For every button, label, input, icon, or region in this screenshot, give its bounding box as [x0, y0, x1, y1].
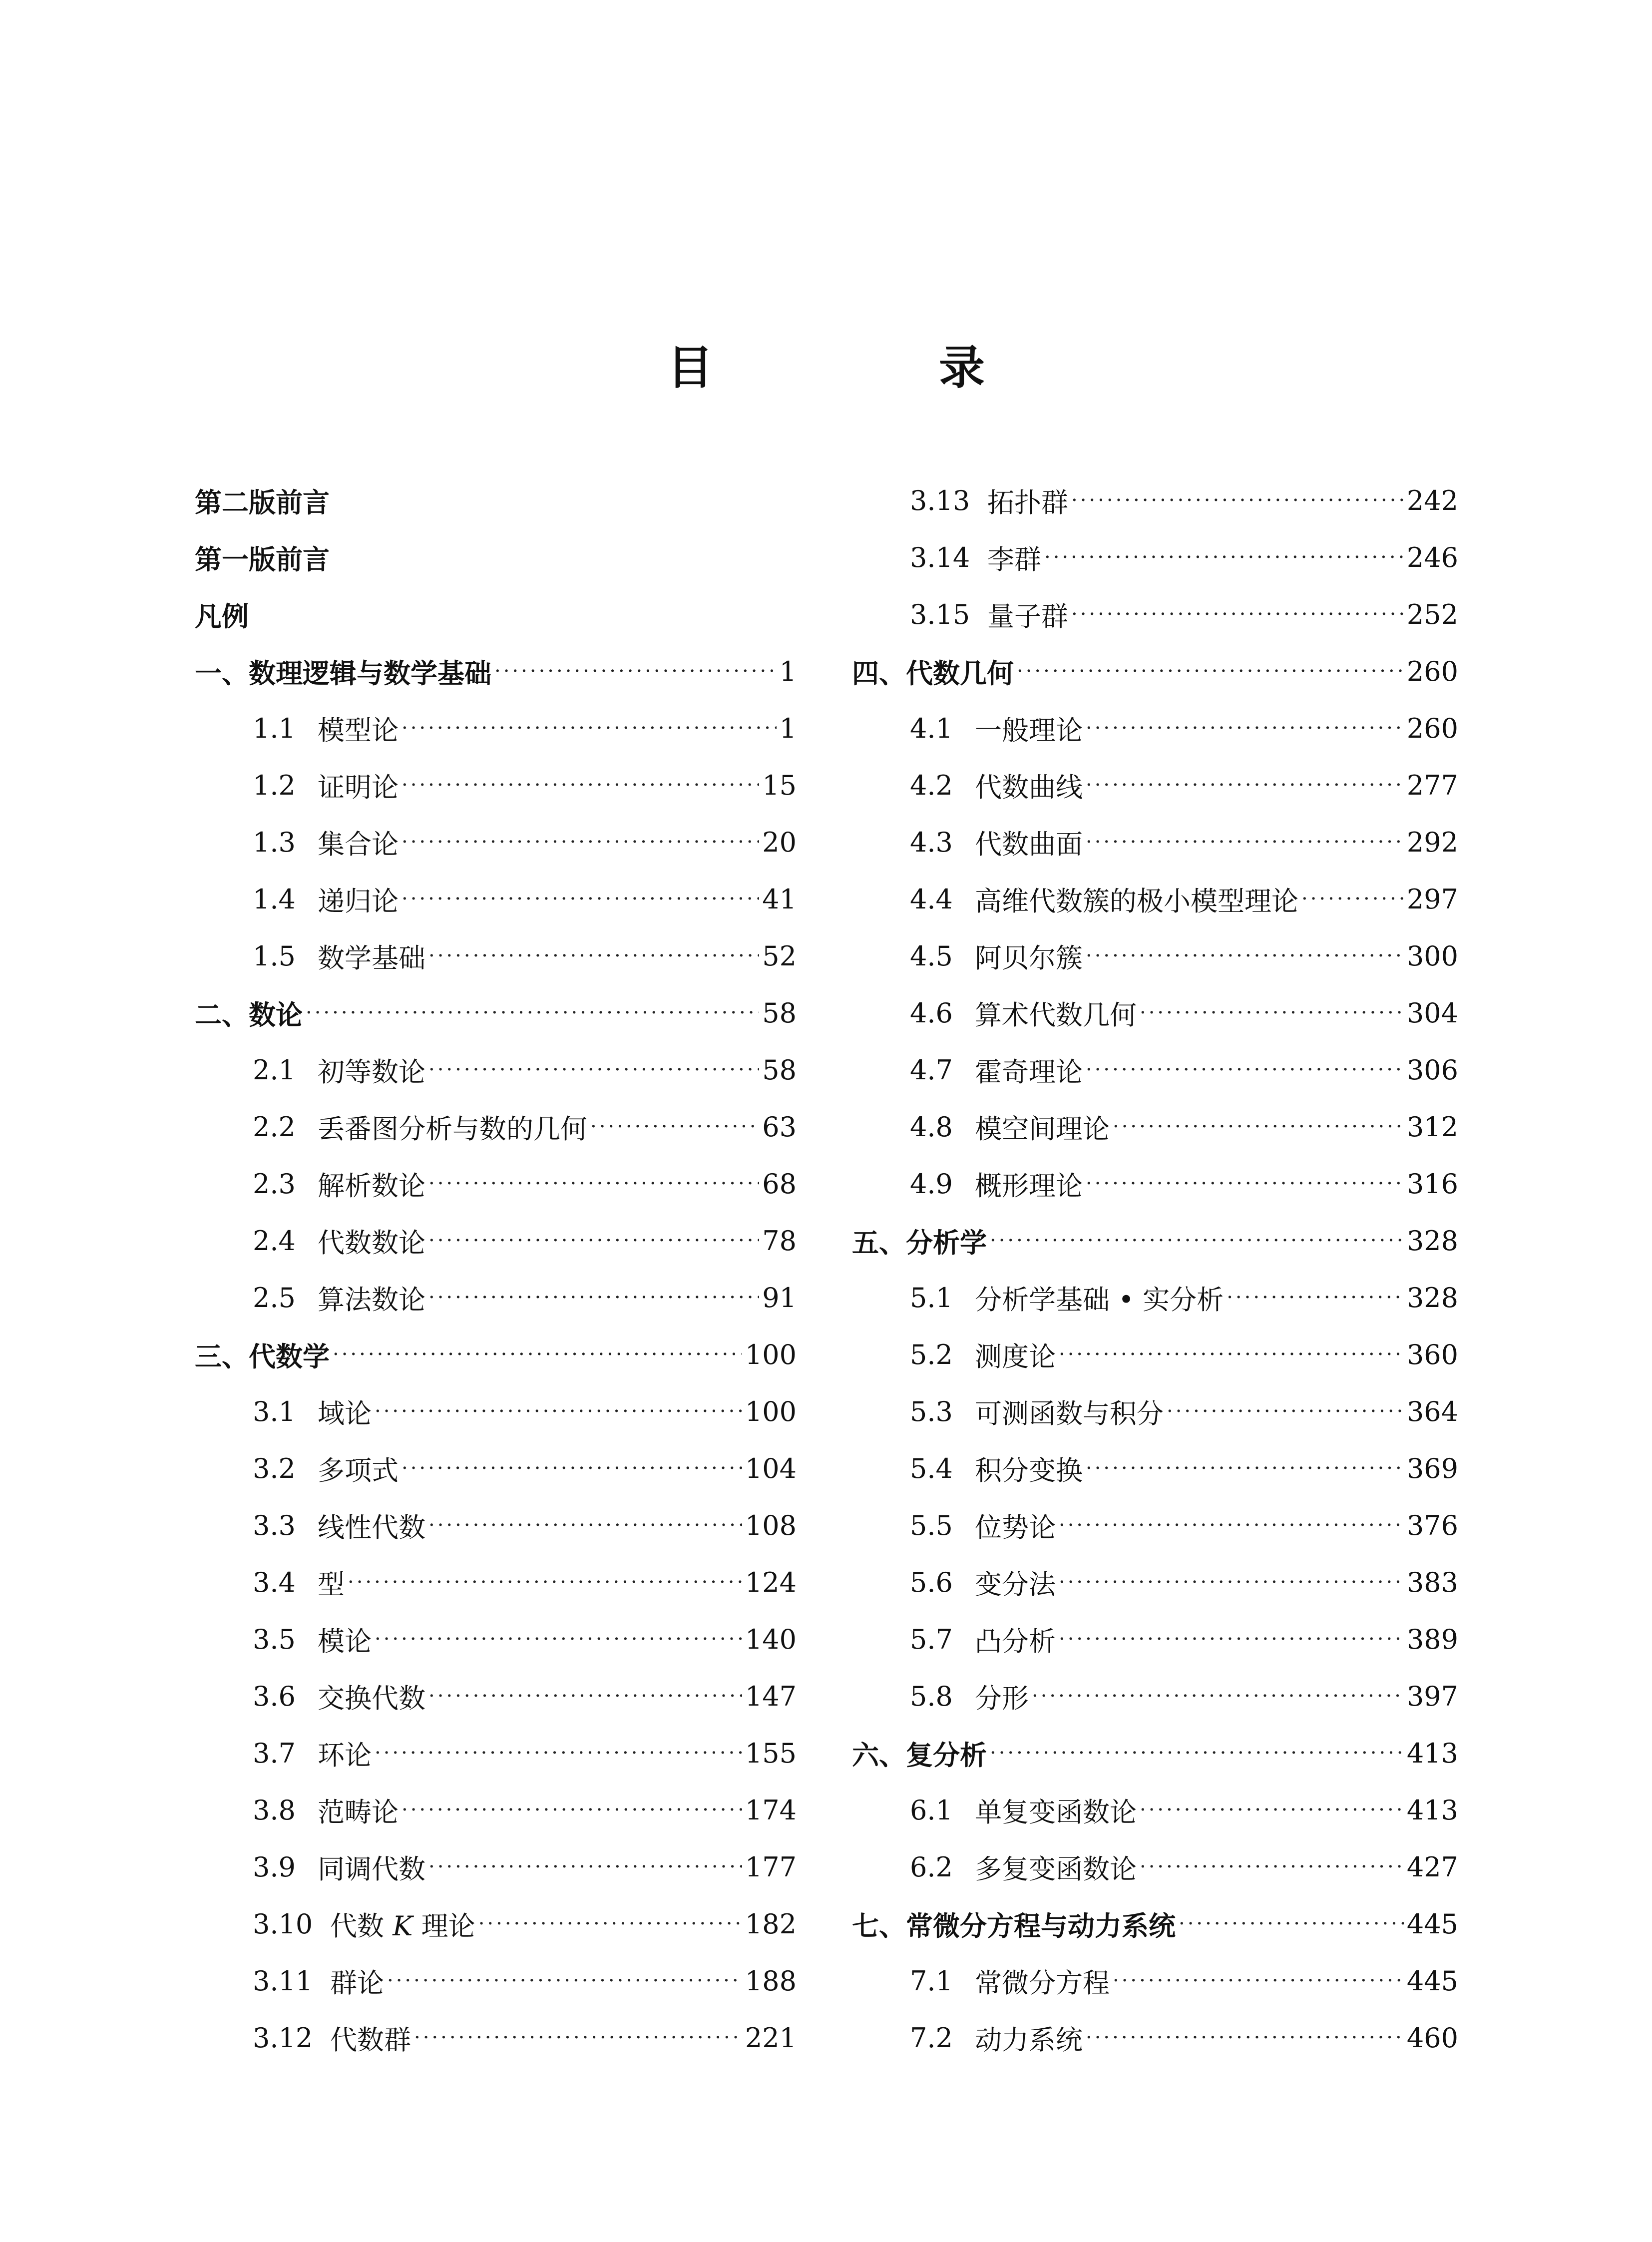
entry-title: 常微分方程 — [975, 1967, 1110, 1999]
dot-leader — [428, 1172, 759, 1195]
toc-section-entry[interactable] — [852, 1782, 1458, 1838]
toc-section-entry[interactable] — [195, 1725, 797, 1782]
page-number: 182 — [745, 1908, 797, 1940]
dot-leader — [1140, 1798, 1404, 1821]
section-number: 5.1 — [910, 1282, 953, 1314]
entry-title: 证明论 — [318, 771, 399, 803]
page-number: 58 — [762, 1054, 797, 1086]
entry-title: 第一版前言 — [195, 543, 330, 575]
toc-section-entry[interactable] — [852, 927, 1458, 984]
dot-leader — [494, 660, 777, 683]
dot-leader — [1059, 1628, 1404, 1651]
page-number: 389 — [1406, 1623, 1458, 1655]
section-number: 3.15 — [910, 598, 970, 630]
toc-chapter-entry[interactable] — [852, 643, 1458, 700]
section-number: 3.4 — [253, 1566, 296, 1598]
entry-title: 域论 — [318, 1397, 372, 1429]
page-number: 328 — [1406, 1225, 1458, 1257]
page-number: 306 — [1406, 1054, 1458, 1086]
section-number: 6.2 — [910, 1851, 953, 1883]
entry-title: 可测函数与积分 — [975, 1397, 1164, 1429]
page-title: 目 录 — [667, 341, 1075, 395]
dot-leader — [1140, 1855, 1404, 1878]
entry-title: 五、分析学 — [852, 1226, 987, 1259]
dot-leader — [306, 1001, 759, 1024]
dot-leader — [402, 831, 759, 854]
dot-leader — [414, 2026, 742, 2049]
toc-section-entry[interactable] — [195, 871, 797, 927]
entry-title: 分形 — [975, 1682, 1029, 1714]
toc-section-entry[interactable] — [195, 814, 797, 871]
page-number: 140 — [745, 1623, 797, 1655]
entry-title: 丢番图分析与数的几何 — [318, 1113, 587, 1145]
dot-leader — [1086, 1058, 1404, 1081]
entry-title: 七、常微分方程与动力系统 — [852, 1909, 1176, 1942]
entry-title: 测度论 — [975, 1341, 1056, 1372]
section-number: 4.7 — [910, 1054, 953, 1086]
section-number: 3.5 — [253, 1623, 296, 1655]
entry-title: 数学基础 — [318, 942, 425, 974]
page-number: 413 — [1406, 1794, 1458, 1826]
entry-title: 多复变函数论 — [975, 1853, 1137, 1885]
page-number: 312 — [1406, 1111, 1458, 1143]
page-number: 20 — [762, 826, 797, 858]
page-number: 246 — [1406, 541, 1458, 573]
dot-leader — [1086, 1457, 1404, 1480]
entry-title: 代数数论 — [318, 1227, 425, 1259]
page-number: 15 — [762, 769, 797, 801]
toc-section-entry[interactable] — [852, 1041, 1458, 1098]
entry-title: 解析数论 — [318, 1170, 425, 1202]
dot-leader — [333, 1343, 742, 1366]
dot-leader — [1086, 774, 1404, 797]
dot-leader — [402, 1798, 742, 1821]
page-number: 100 — [745, 1395, 797, 1427]
entry-title: 线性代数 — [318, 1511, 425, 1543]
dot-leader — [1059, 1343, 1404, 1366]
toc-chapter-entry[interactable] — [852, 1725, 1458, 1782]
toc-chapter-entry[interactable] — [195, 984, 797, 1041]
dot-leader — [1059, 1514, 1404, 1537]
section-number: 3.7 — [253, 1737, 296, 1769]
entry-title: 动力系统 — [975, 2024, 1083, 2056]
page-number: 147 — [745, 1680, 797, 1712]
toc-section-entry[interactable] — [195, 700, 797, 757]
section-number: 3.6 — [253, 1680, 296, 1712]
entry-title-pre: 代数 — [330, 1910, 393, 1942]
toc-front-entry[interactable] — [195, 529, 797, 586]
toc-section-entry[interactable] — [195, 1041, 797, 1098]
dot-leader — [428, 1685, 742, 1708]
toc-section-entry[interactable] — [195, 1611, 797, 1668]
entry-title: 多项式 — [318, 1454, 399, 1486]
toc-section-entry[interactable] — [195, 1497, 797, 1554]
toc-section-entry[interactable] — [195, 1554, 797, 1611]
entry-title-post: 理论 — [413, 1910, 475, 1942]
section-number: 4.3 — [910, 826, 953, 858]
section-number: 4.9 — [910, 1168, 953, 1200]
entry-title: 模型论 — [318, 714, 399, 746]
dot-leader — [1044, 546, 1404, 569]
toc-section-entry[interactable] — [195, 1155, 797, 1212]
toc-section-entry[interactable] — [852, 1440, 1458, 1497]
page-number: 68 — [762, 1168, 797, 1200]
entry-title: 一般理论 — [975, 714, 1083, 746]
toc-section-entry[interactable] — [195, 1212, 797, 1269]
dot-leader — [1071, 489, 1404, 512]
toc-section-entry[interactable] — [852, 529, 1458, 586]
dot-leader — [1086, 1172, 1404, 1195]
dot-leader — [1113, 1969, 1404, 1992]
entry-title: 型 — [318, 1568, 345, 1600]
entry-title: 三、代数学 — [195, 1340, 330, 1372]
entry-title: 积分变换 — [975, 1454, 1083, 1486]
dot-leader — [1086, 944, 1404, 967]
dot-leader — [1140, 1001, 1404, 1024]
entry-title-math: K — [393, 1910, 413, 1942]
toc-section-entry[interactable] — [852, 1668, 1458, 1725]
page-number: 413 — [1406, 1737, 1458, 1769]
section-number: 5.4 — [910, 1452, 953, 1484]
dot-leader — [428, 1514, 742, 1537]
page-number: 277 — [1406, 769, 1458, 801]
entry-title: 代数群 — [330, 2024, 411, 2056]
section-number: 1.2 — [253, 769, 296, 801]
page-number: 124 — [745, 1566, 797, 1598]
dot-leader — [402, 774, 759, 797]
toc-section-entry[interactable] — [852, 1611, 1458, 1668]
toc-section-entry[interactable] — [852, 586, 1458, 643]
toc-section-entry[interactable] — [852, 1554, 1458, 1611]
section-number: 3.11 — [253, 1965, 313, 1997]
page-number: 260 — [1406, 655, 1458, 687]
section-number: 1.1 — [253, 712, 296, 744]
entry-title: 概形理论 — [975, 1170, 1083, 1202]
toc-section-entry[interactable] — [195, 927, 797, 984]
page-number: 376 — [1406, 1509, 1458, 1541]
page-number: 297 — [1406, 883, 1458, 915]
entry-title — [330, 1905, 475, 1943]
section-number: 7.1 — [910, 1965, 953, 1997]
toc-section-entry[interactable] — [852, 1269, 1458, 1326]
dot-leader — [375, 1400, 742, 1423]
dot-leader — [348, 1571, 742, 1594]
section-number: 3.12 — [253, 2022, 313, 2054]
section-number: 4.5 — [910, 940, 953, 972]
dot-leader — [402, 1457, 742, 1480]
dot-leader — [1032, 1685, 1404, 1708]
page-number: 304 — [1406, 997, 1458, 1029]
section-number: 1.3 — [253, 826, 296, 858]
toc-section-entry[interactable] — [852, 700, 1458, 757]
toc-right-column — [852, 472, 1458, 2066]
entry-title: 分析学基础 • 实分析 — [975, 1284, 1224, 1316]
page-number: 397 — [1406, 1680, 1458, 1712]
toc-section-entry[interactable] — [852, 984, 1458, 1041]
entry-title: 高维代数簇的极小模型理论 — [975, 885, 1298, 917]
section-number: 3.13 — [910, 484, 970, 516]
page-number: 155 — [745, 1737, 797, 1769]
toc-section-entry[interactable] — [195, 757, 797, 814]
toc-section-entry[interactable] — [852, 1383, 1458, 1440]
dot-leader — [402, 717, 777, 740]
dot-leader — [428, 1286, 759, 1309]
page-number: 52 — [762, 940, 797, 972]
dot-leader — [1113, 1115, 1404, 1138]
toc-section-entry[interactable] — [195, 1269, 797, 1326]
entry-title: 位势论 — [975, 1511, 1056, 1543]
page-number: 260 — [1406, 712, 1458, 744]
page-number: 58 — [762, 997, 797, 1029]
toc-section-entry[interactable] — [852, 2009, 1458, 2066]
section-number: 3.1 — [253, 1395, 296, 1427]
entry-title: 递归论 — [318, 885, 399, 917]
section-number: 2.4 — [253, 1225, 296, 1257]
page-number: 292 — [1406, 826, 1458, 858]
section-number: 3.8 — [253, 1794, 296, 1826]
section-number: 3.10 — [253, 1908, 313, 1940]
toc-chapter-entry[interactable] — [195, 1326, 797, 1383]
section-number: 5.6 — [910, 1566, 953, 1598]
page-number: 108 — [745, 1509, 797, 1541]
page-number: 100 — [745, 1339, 797, 1370]
toc-section-entry[interactable] — [195, 1782, 797, 1838]
entry-title: 变分法 — [975, 1568, 1056, 1600]
dot-leader — [590, 1115, 759, 1138]
section-number: 6.1 — [910, 1794, 953, 1826]
toc-section-entry[interactable] — [852, 871, 1458, 927]
section-number: 4.2 — [910, 769, 953, 801]
toc-section-entry[interactable] — [195, 1440, 797, 1497]
page-number: 177 — [745, 1851, 797, 1883]
page-number: 242 — [1406, 484, 1458, 516]
dot-leader — [375, 1742, 742, 1765]
toc-section-entry[interactable] — [195, 1838, 797, 1895]
page-number: 104 — [745, 1452, 797, 1484]
dot-leader — [1179, 1912, 1404, 1935]
dot-leader — [1086, 717, 1404, 740]
entry-title: 群论 — [330, 1967, 384, 1999]
section-number: 4.8 — [910, 1111, 953, 1143]
section-number: 3.14 — [910, 541, 970, 573]
entry-title: 算术代数几何 — [975, 999, 1137, 1031]
toc-section-entry[interactable] — [852, 1155, 1458, 1212]
section-number: 3.3 — [253, 1509, 296, 1541]
page-number: 360 — [1406, 1339, 1458, 1370]
page-number: 445 — [1406, 1908, 1458, 1940]
page-number: 252 — [1406, 598, 1458, 630]
page-number: 174 — [745, 1794, 797, 1826]
entry-title: 二、数论 — [195, 998, 303, 1031]
dot-leader — [428, 1229, 759, 1252]
section-number: 4.4 — [910, 883, 953, 915]
page-number: 369 — [1406, 1452, 1458, 1484]
entry-title: 六、复分析 — [852, 1739, 987, 1771]
toc-front-entry[interactable] — [195, 586, 797, 643]
dot-leader — [1017, 660, 1404, 683]
dot-leader — [990, 1229, 1404, 1252]
section-number: 7.2 — [910, 2022, 953, 2054]
toc-section-entry[interactable] — [852, 814, 1458, 871]
entry-title: 一、数理逻辑与数学基础 — [195, 657, 491, 689]
dot-leader — [478, 1912, 742, 1935]
entry-title: 算法数论 — [318, 1284, 425, 1316]
section-number: 1.4 — [253, 883, 296, 915]
toc-section-entry[interactable] — [852, 1326, 1458, 1383]
section-number: 5.7 — [910, 1623, 953, 1655]
page-number: 383 — [1406, 1566, 1458, 1598]
page-number: 41 — [762, 883, 797, 915]
entry-title: 范畴论 — [318, 1796, 399, 1828]
entry-title: 凸分析 — [975, 1625, 1056, 1657]
section-number: 5.2 — [910, 1339, 953, 1370]
dot-leader — [1086, 2026, 1404, 2049]
toc-chapter-entry[interactable] — [195, 643, 797, 700]
page-number: 63 — [762, 1111, 797, 1143]
toc-section-entry[interactable] — [852, 1838, 1458, 1895]
toc-section-entry[interactable] — [195, 1668, 797, 1725]
section-number: 3.9 — [253, 1851, 296, 1883]
dot-leader — [428, 1058, 759, 1081]
dot-leader — [990, 1742, 1404, 1765]
section-number: 2.3 — [253, 1168, 296, 1200]
page-number: 300 — [1406, 940, 1458, 972]
page-number: 188 — [745, 1965, 797, 1997]
section-number: 3.2 — [253, 1452, 296, 1484]
entry-title: 集合论 — [318, 828, 399, 860]
section-number: 5.3 — [910, 1395, 953, 1427]
section-number: 5.5 — [910, 1509, 953, 1541]
entry-title: 代数曲面 — [975, 828, 1083, 860]
dot-leader — [1059, 1571, 1404, 1594]
entry-title: 李群 — [987, 543, 1041, 575]
entry-title: 拓扑群 — [987, 486, 1068, 518]
page-number: 316 — [1406, 1168, 1458, 1200]
page-number: 328 — [1406, 1282, 1458, 1314]
dot-leader — [402, 888, 759, 910]
page-number: 364 — [1406, 1395, 1458, 1427]
section-number: 1.5 — [253, 940, 296, 972]
entry-title: 交换代数 — [318, 1682, 425, 1714]
entry-title: 阿贝尔簇 — [975, 942, 1083, 974]
dot-leader — [387, 1969, 742, 1992]
entry-title: 第二版前言 — [195, 486, 330, 518]
section-number: 2.5 — [253, 1282, 296, 1314]
entry-title: 模空间理论 — [975, 1113, 1110, 1145]
dot-leader — [1167, 1400, 1404, 1423]
toc-section-entry[interactable] — [195, 1383, 797, 1440]
dot-leader — [428, 944, 759, 967]
entry-title: 模论 — [318, 1625, 372, 1657]
entry-title: 霍奇理论 — [975, 1056, 1083, 1088]
entry-title: 环论 — [318, 1739, 372, 1771]
toc-section-entry[interactable] — [852, 1497, 1458, 1554]
toc-chapter-entry[interactable] — [852, 1895, 1458, 1952]
toc-chapter-entry[interactable] — [852, 1212, 1458, 1269]
toc-section-entry[interactable] — [852, 472, 1458, 529]
dot-leader — [375, 1628, 742, 1651]
dot-leader — [1086, 831, 1404, 854]
toc-section-entry[interactable] — [195, 2009, 797, 2066]
section-number: 2.1 — [253, 1054, 296, 1086]
entry-title: 代数曲线 — [975, 771, 1083, 803]
page-number: 427 — [1406, 1851, 1458, 1883]
dot-leader — [1071, 603, 1404, 626]
page-number: 460 — [1406, 2022, 1458, 2054]
dot-leader — [1301, 888, 1404, 910]
page-number: 1 — [779, 655, 797, 687]
section-number: 4.6 — [910, 997, 953, 1029]
entry-title: 四、代数几何 — [852, 657, 1014, 689]
toc-section-entry[interactable] — [852, 757, 1458, 814]
entry-title: 同调代数 — [318, 1853, 425, 1885]
page-number: 445 — [1406, 1965, 1458, 1997]
entry-title: 凡例 — [195, 600, 249, 632]
entry-title: 初等数论 — [318, 1056, 425, 1088]
section-number: 2.2 — [253, 1111, 296, 1143]
entry-title: 量子群 — [987, 600, 1068, 632]
page-number: 78 — [762, 1225, 797, 1257]
dot-leader — [1227, 1286, 1404, 1309]
section-number: 4.1 — [910, 712, 953, 744]
toc-section-entry[interactable] — [195, 1895, 797, 1952]
page-number: 221 — [745, 2022, 797, 2054]
toc-section-entry[interactable] — [852, 1098, 1458, 1155]
page-number: 91 — [762, 1282, 797, 1314]
dot-leader — [428, 1855, 742, 1878]
section-number: 5.8 — [910, 1680, 953, 1712]
toc-section-entry[interactable] — [852, 1952, 1458, 2009]
toc-front-entry[interactable] — [195, 472, 797, 529]
toc-section-entry[interactable] — [195, 1952, 797, 2009]
toc-section-entry[interactable] — [195, 1098, 797, 1155]
entry-title: 单复变函数论 — [975, 1796, 1137, 1828]
toc-left-column — [195, 472, 797, 2066]
page-number: 1 — [779, 712, 797, 744]
